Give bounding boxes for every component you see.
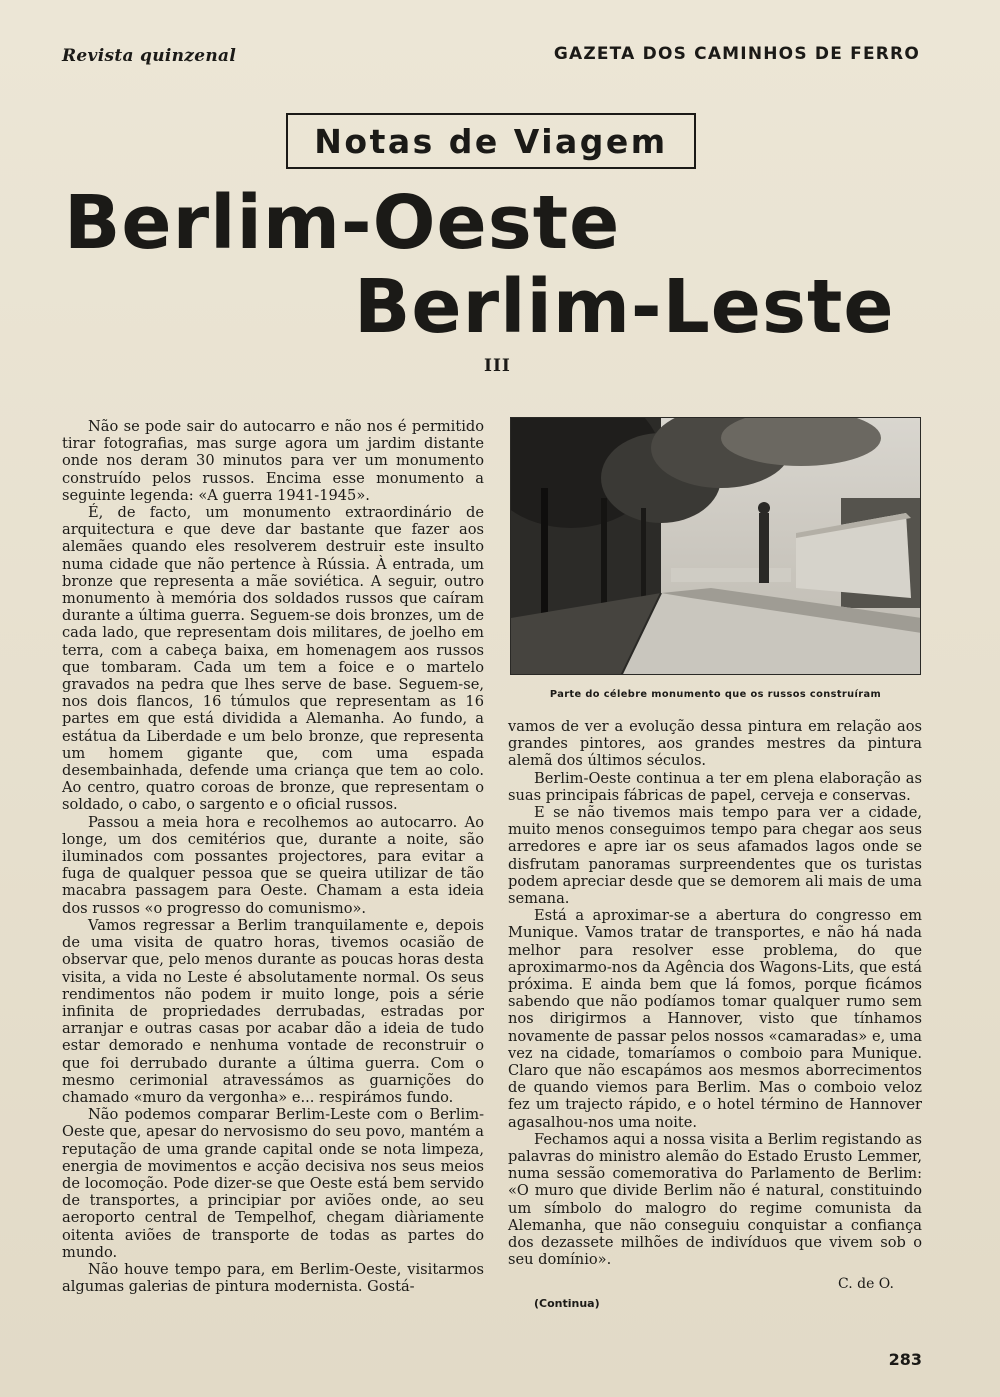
paragraph: Passou a meia hora e recolhemos ao autocarro. Ao longe, um dos cemitérios que, durante a noite, são iluminados com possantes projectores, para evitar a fuga de qualquer pessoa que se queira utilizar de tão macabra passagem para Oeste. Chamam a esta ideia dos russos «o progresso do comunismo». [62,813,484,917]
paragraph: E se não tivemos mais tempo para ver a cidade, muito menos conseguimos tempo para chegar aos seus arredores e apre iar os seus afamados lagos onde se disfrutam panoramas surpreendentes que os turistas podem apreciar desde que se demorem ali mais de uma semana. [508,804,922,908]
continued-note: (Continua) [534,1297,600,1310]
article-part-number: III [484,356,511,376]
running-header-right: GAZETA DOS CAMINHOS DE FERRO [553,44,920,64]
section-kicker: Notas de Viagem [314,121,668,161]
left-column [62,418,484,1295]
paragraph: vamos de ver a evolução dessa pintura em relação aos grandes pintores, aos grandes mestres da pintura alemã dos últimos séculos. [508,718,922,770]
paragraph: É, de facto, um monumento extraordinário de arquitectura e que deve dar bastante que fazer aos alemães quando eles resolverem destruir este insulto numa cidade que não pertence à Rússia. À entrada, um bronze que representa a mãe soviética. A seguir, outro monumento à memória dos soldados russos que caíram durante a última guerra. Seguem-se dois bronzes, um de cada lado, que representam dois militares, de joelho em terra, com a cabeça baixa, em homenagem aos russos que tombaram. Cada um tem a foice e o martelo gravados na pedra que lhes serve de base. Seguem-se, nos dois flancos, 16 túmulos que representam as 16 partes em que está dividida a Alemanha. Ao fundo, a estátua da Liberdade e um belo bronze, que representa um homem gigante que, com uma espada desembainhada, defende uma criança que tem ao colo. Ao centro, quatro coroas de bronze, que representam o soldado, o cabo, o sargento e o oficial russos. [62,504,484,814]
monument-photo-illustration [511,418,921,675]
running-header-left: Revista quinzenal [62,46,237,66]
page-number: 283 [888,1350,922,1369]
article-title-line-2: Berlim-Leste [354,264,895,350]
paragraph: Não se pode sair do autocarro e não nos é permitido tirar fotografias, mas surge agora um jardim distante onde nos deram 30 minutos para ver um monumento construído pelos russos. Encima esse monumento a seguinte legenda: «A guerra 1941-1945». [62,418,484,504]
monument-photo [510,417,921,675]
photo-caption: Parte do célebre monumento que os russos construíram [549,689,882,700]
paragraph: Não podemos comparar Berlim-Leste com o Berlim-Oeste que, apesar do nervosismo do seu povo, mantém a reputação de uma grande capital onde se nota limpeza, energia de movimentos e acção decisiva nos seus meios de locomoção. Pode dizer-se que Oeste está bem servido de transportes, a principiar por aviões onde, ao seu aeroporto central de Tempelhof, chegam diàriamente oitenta aviões de transporte de todas as partes do mundo. [62,1106,484,1261]
right-column [508,718,922,1269]
paragraph: Vamos regressar a Berlim tranquilamente e, depois de uma visita de quatro horas, tivemos ocasião de observar que, pelo menos durante as poucas horas desta visita, a vida no Leste é absolutamente normal. Os seus rendimentos não podem ir muito longe, pois a série infinita de propriedades derrubadas, estradas por arranjar e outras casas por acabar dão a ideia de tudo estar demorado e nenhuma vontade de reconstruir o que foi derrubado durante a última guerra. Com o mesmo cerimonial atravessámos as guarnições do chamado «muro da vergonha» e... respirámos fundo. [62,916,484,1106]
author-signature: C. de O. [838,1276,894,1292]
paragraph: Fechamos aqui a nossa visita a Berlim registando as palavras do ministro alemão do Estado Erusto Lemmer, numa sessão comemorativa do Parlamento de Berlim: «O muro que divide Berlim não é natural, constituindo um símbolo do malogro do regime comunista da Alemanha, que não conseguiu conquistar a confiança dos dezassete milhões de indivíduos que vivem sob o seu domínio». [508,1130,922,1269]
article-title-line-1: Berlim-Oeste [64,180,621,266]
section-kicker-box [286,113,696,169]
paragraph: Está a aproximar-se a abertura do congresso em Munique. Vamos tratar de transportes, e não há nada melhor para resolver esse problema, do que aproximarmo-nos da Agência dos Wagons-Lits, que está próxima. E ainda bem que lá fomos, porque ficámos sabendo que não podíamos tomar qualquer rumo sem nos dirigirmos a Hannover, visto que tínhamos novamente de passar pelos nossos «camaradas» e, uma vez na cidade, tomaríamos o comboio para Munique. Claro que não escapámos aos mesmos aborrecimentos de quando viemos para Berlim. Mas o comboio veloz fez um trajecto rápido, e o hotel término de Hannover agasalhou-nos uma noite. [508,907,922,1131]
paragraph: Não houve tempo para, em Berlim-Oeste, visitarmos algumas galerias de pintura modernista. Gostá- [62,1260,484,1296]
paragraph: Berlim-Oeste continua a ter em plena elaboração as suas principais fábricas de papel, cerveja e conservas. [508,769,922,804]
